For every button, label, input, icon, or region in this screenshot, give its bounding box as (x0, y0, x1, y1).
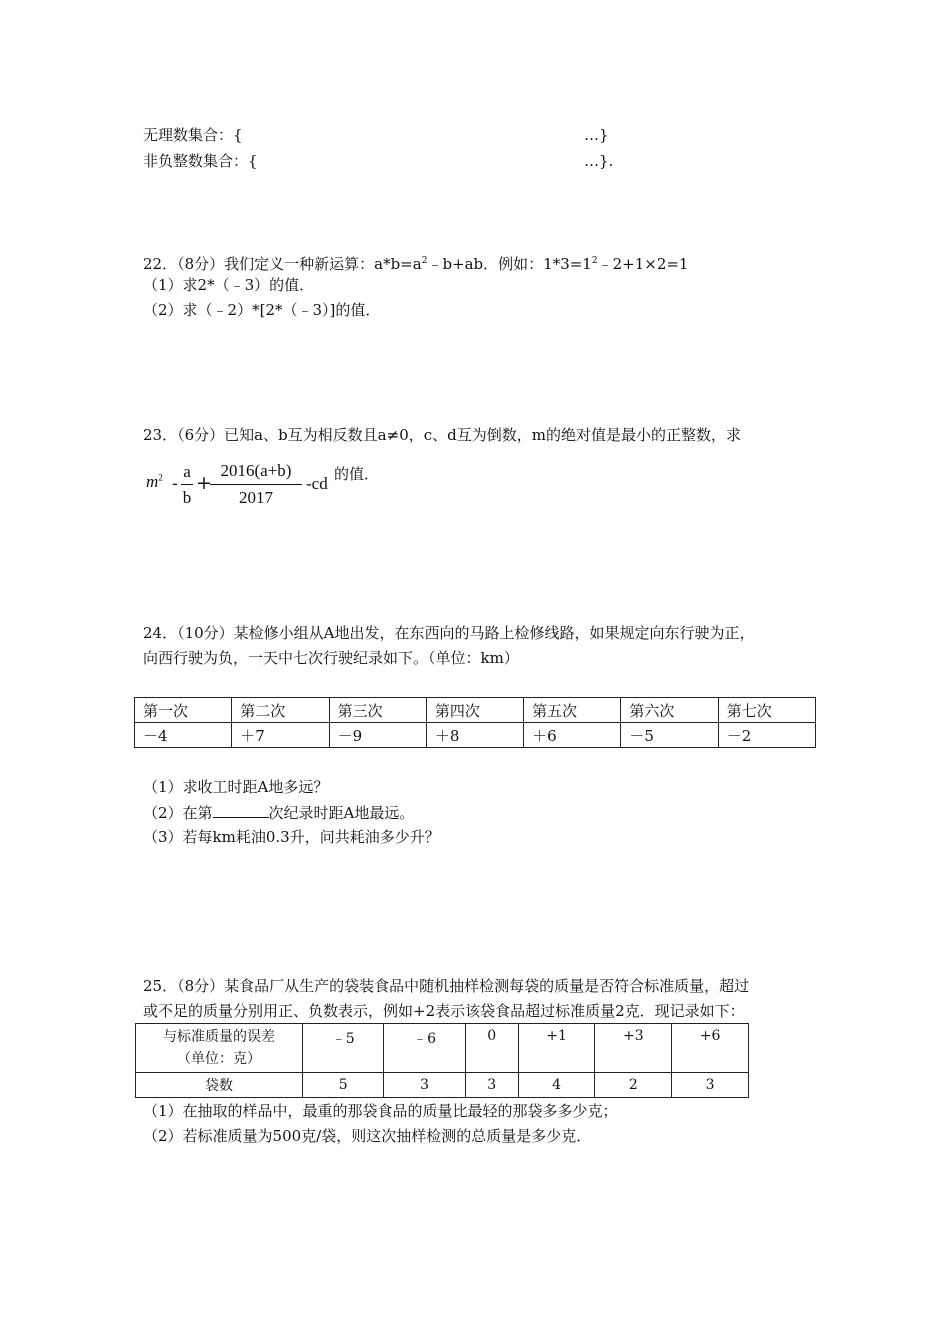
q25-part2: （2）若标准质量为500克/袋，则这次抽样检测的总质量是多少克． (143, 1127, 592, 1145)
q24-stem-line2: 向西行驶为负，一天中七次行驶纪录如下。（单位：km） (143, 649, 519, 667)
table-header-cell: 第一次 (135, 698, 232, 723)
table-row (135, 723, 816, 748)
table-cell: －2 (718, 723, 815, 748)
table-cell: +3 (595, 1024, 672, 1073)
table-cell: 3 (672, 1073, 749, 1098)
q25-part1: （1）在抽取的样品中，最重的那袋食品的质量比最轻的那袋多多少克； (143, 1102, 618, 1120)
q22-part1: （1）求2*（﹣3）的值． (143, 276, 315, 294)
table-cell: －5 (621, 723, 718, 748)
frac1-bar (181, 484, 193, 485)
table-cell: ﹣6 (384, 1024, 465, 1073)
q22-stem: 22．（8分）我们定义一种新运算：$a*b=a^2﹣b+ab$．例如：$1*3=1^2﹣2+1\times 2=1$ (143, 255, 689, 273)
table-header-cell: 第六次 (621, 698, 718, 723)
table-cell: +1 (518, 1024, 595, 1073)
table-cell: ＋6 (524, 723, 621, 748)
frac2-denominator: 2017 (239, 488, 273, 507)
q22-part2: （2）求（﹣2）*[2*（﹣3）]的值． (143, 301, 381, 319)
table-header-cell: 第三次 (329, 698, 426, 723)
table-header-cell: 第五次 (524, 698, 621, 723)
frac1-numerator: a (183, 462, 191, 481)
formula-minus: - (172, 474, 178, 494)
q25-stem-line2: 或不足的质量分别用正、负数表示，例如+2表示该袋食品超过标准质量2克．现记录如下： (143, 1002, 745, 1020)
table-cell: ＋7 (232, 723, 329, 748)
table-row (136, 1024, 749, 1073)
q24-part1: （1）求收工时距A地多远？ (143, 778, 329, 796)
nonneg-int-set-label: 非负整数集合：{ (143, 152, 258, 170)
q24-stem-line1: 24．（10分）某检修小组从A地出发，在东西向的马路上检修线路，如果规定向东行驶为正， (143, 624, 755, 642)
nonneg-int-set-end: …}. (584, 152, 614, 170)
table-row (136, 1073, 749, 1098)
table-cell: 2 (595, 1073, 672, 1098)
q23-suffix: 的值． (334, 465, 380, 483)
frac2-numerator: 2016(a+b) (220, 461, 292, 480)
frac2-bar (210, 484, 302, 485)
table-cell: 3 (384, 1073, 465, 1098)
irrational-set-label: 无理数集合：{ (143, 126, 243, 144)
formula-m: $m^2$ (146, 472, 163, 491)
q24-part2: （2）在第 次纪录时距A地最远。 (143, 801, 414, 824)
table-header-cell: 第四次 (426, 698, 523, 723)
table-header-cell: 袋数 (136, 1073, 303, 1098)
table-cell: ＋8 (426, 723, 523, 748)
table-cell: －4 (135, 723, 232, 748)
q23-stem: 23．（6分）已知a、b互为相反数且a≠0，c、d互为倒数，m的绝对值是最小的正整数，求 (143, 426, 741, 444)
table-header-cell: 第七次 (718, 698, 815, 723)
formula-plus: + (196, 472, 212, 494)
table-cell: +6 (672, 1024, 749, 1073)
table-cell: －9 (329, 723, 426, 748)
table-header-cell: 第二次 (232, 698, 329, 723)
table-cell: 0 (465, 1024, 518, 1073)
q25-table (135, 1023, 749, 1098)
q24-part3: （3）若每km耗油0.3升，问共耗油多少升？ (143, 828, 440, 846)
table-header-cell: 与标准质量的误差 （单位：克） (136, 1024, 303, 1073)
table-cell: ﹣5 (303, 1024, 384, 1073)
q25-stem-line1: 25．（8分）某食品厂从生产的袋装食品中随机抽样检测每袋的质量是否符合标准质量，超过 (143, 977, 750, 995)
table-row (135, 698, 816, 723)
q24-table (134, 697, 816, 748)
irrational-set-end: …} (584, 126, 609, 144)
table-cell: 4 (518, 1073, 595, 1098)
table-cell: 3 (465, 1073, 518, 1098)
formula-tail: -cd (306, 474, 328, 493)
answer-blank (213, 801, 269, 818)
frac1-denominator: b (182, 488, 192, 507)
table-cell: 5 (303, 1073, 384, 1098)
